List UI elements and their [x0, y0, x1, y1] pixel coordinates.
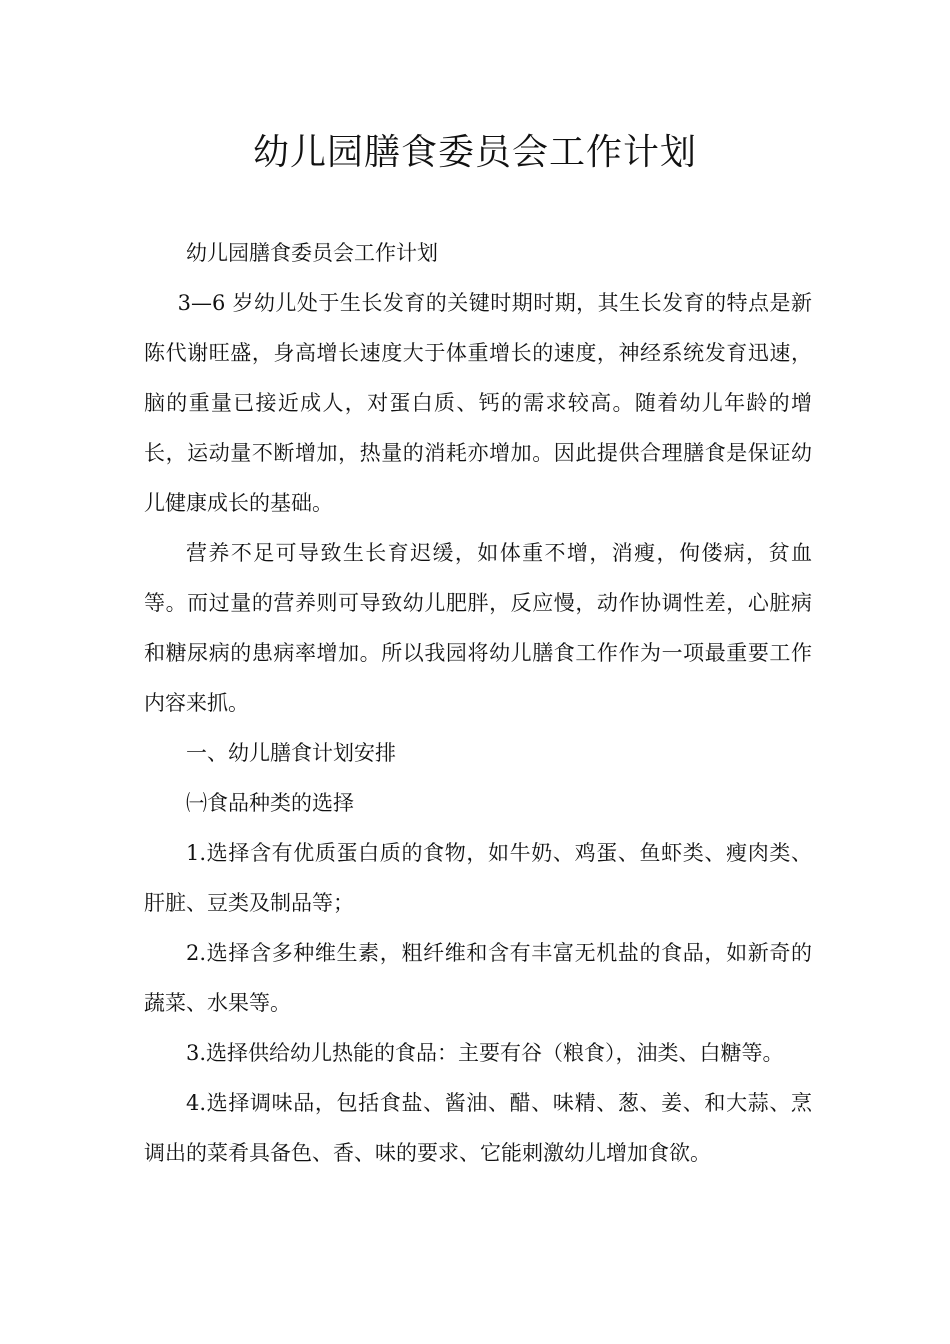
list-item-vitamins: 2.选择含多种维生素，粗纤维和含有丰富无机盐的食品，如新奇的蔬菜、水果等。 [144, 941, 812, 1015]
paragraph-subtitle: 幼儿园膳食委员会工作计划 [186, 241, 438, 265]
paragraph-intro: 3—6 岁幼儿处于生长发育的关键时期时期，其生长发育的特点是新陈代谢旺盛，身高增长速度大于体重增长的速度，神经系统发育迅速，脑的重量已接近成人，对蛋白质、钙的需求较高。随着幼儿年龄的增长，运动量不断增加，热量的消耗亦增加。因此提供合理膳食是保证幼儿健康成长的基础。 [144, 291, 812, 515]
subsection-heading-food-types: ㈠食品种类的选择 [186, 791, 354, 815]
list-item-energy: 3.选择供给幼儿热能的食品：主要有谷（粮食），油类、白糖等。 [186, 1041, 784, 1065]
section-heading-plan: 一、幼儿膳食计划安排 [186, 741, 396, 765]
list-item-protein: 1.选择含有优质蛋白质的食物，如牛奶、鸡蛋、鱼虾类、瘦肉类、肝脏、豆类及制品等； [144, 841, 812, 915]
document-title: 幼儿园膳食委员会工作计划 [252, 132, 697, 173]
paragraph-nutrition: 营养不足可导致生长育迟缓，如体重不增，消瘦，佝偻病，贫血等。而过量的营养则可导致幼儿肥胖，反应慢，动作协调性差，心脏病和糖尿病的患病率增加。所以我园将幼儿膳食工作作为一项最重要工作内容来抓。 [144, 541, 812, 715]
document-body [144, 228, 812, 1178]
list-item-seasoning: 4.选择调味品，包括食盐、酱油、醋、味精、葱、姜、和大蒜、烹调出的菜肴具备色、香、味的要求、它能刺激幼儿增加食欲。 [144, 1091, 812, 1165]
